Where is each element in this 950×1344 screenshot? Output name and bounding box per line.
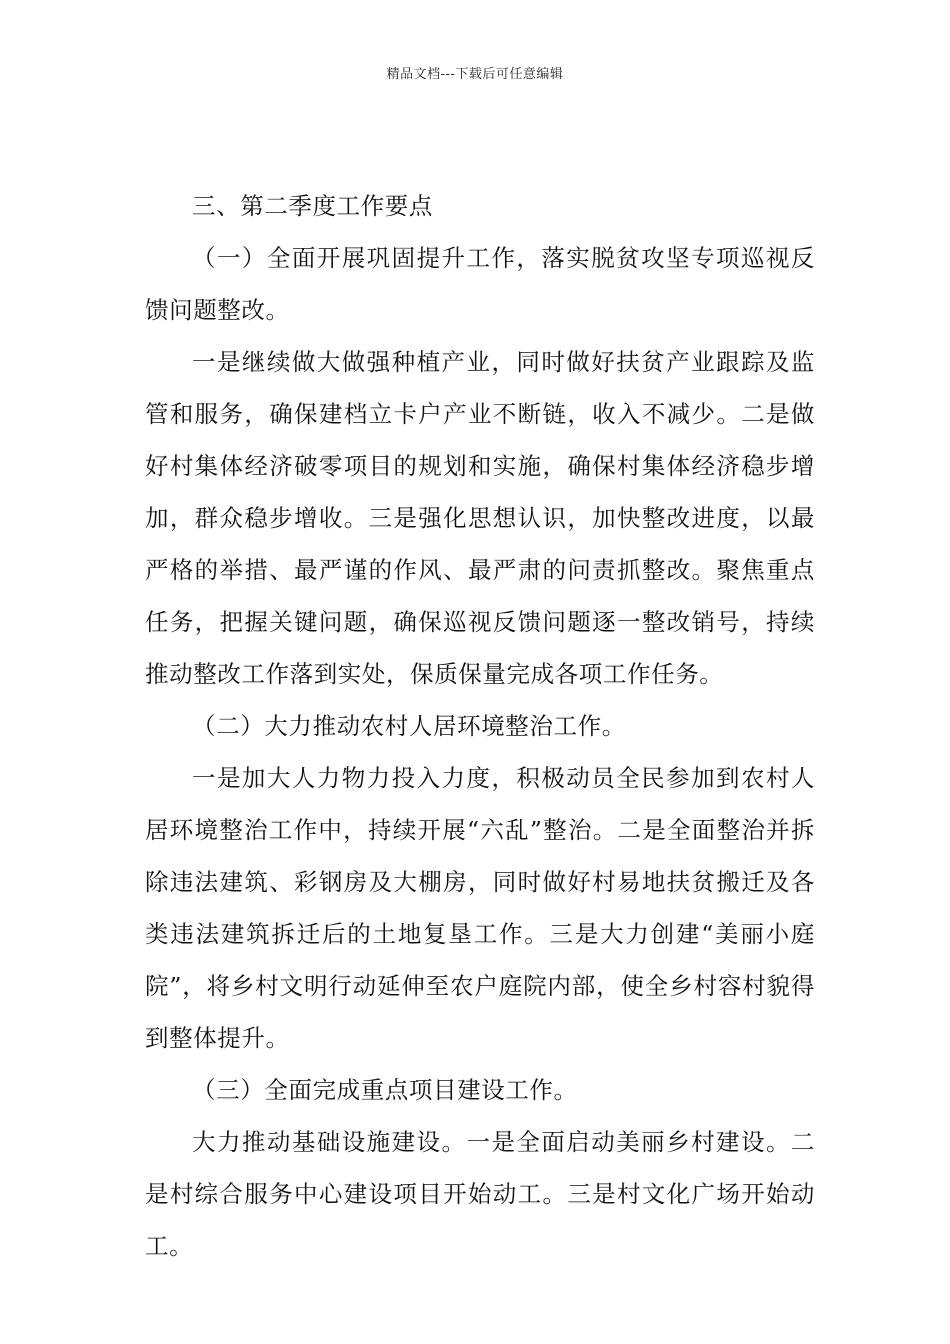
section-heading: 三、第二季度工作要点 <box>192 192 433 220</box>
body-paragraph-2: 一是加大人力物力投入力度，积极动员全民参加到农村人居环境整治工作中，持续开展“六乱”整治。二是全面整治并拆除违法建筑、彩钢房及大棚房，同时做好村易地扶贫搬迁及各类违法建筑拆迁后的土地复垦工作。三是大力创建“美丽小庭院”，将乡村文明行动延伸至农户庭院内部，使全乡村容村貌得到整体提升。 <box>145 764 815 1052</box>
body-paragraph-3: 大力推动基础设施建设。一是全面启动美丽乡村建设。二是村综合服务中心建设项目开始动工。三是村文化广场开始动工。 <box>145 1128 815 1260</box>
body-paragraph-1: 一是继续做大做强种植产业，同时做好扶贫产业跟踪及监管和服务，确保建档立卡户产业不断链，收入不减少。二是做好村集体经济破零项目的规划和实施，确保村集体经济稳步增加，群众稳步增收。三是强化思想认识，加快整改进度，以最严格的举措、最严谨的作风、最严肃的问责抓整改。聚焦重点任务，把握关键问题，确保巡视反馈问题逐一整改销号，持续推动整改工作落到实处，保质保量完成各项工作任务。 <box>145 348 815 688</box>
subsection-heading-3: （三）全面完成重点项目建设工作。 <box>192 1076 578 1104</box>
subsection-heading-2: （二）大力推动农村人居环境整治工作。 <box>192 712 626 740</box>
subsection-heading-1: （一）全面开展巩固提升工作，落实脱贫攻坚专项巡视反馈问题整改。 <box>145 244 815 324</box>
page-header: 精品文档---下载后可任意编辑 <box>386 67 564 82</box>
document-body <box>145 180 815 1272</box>
